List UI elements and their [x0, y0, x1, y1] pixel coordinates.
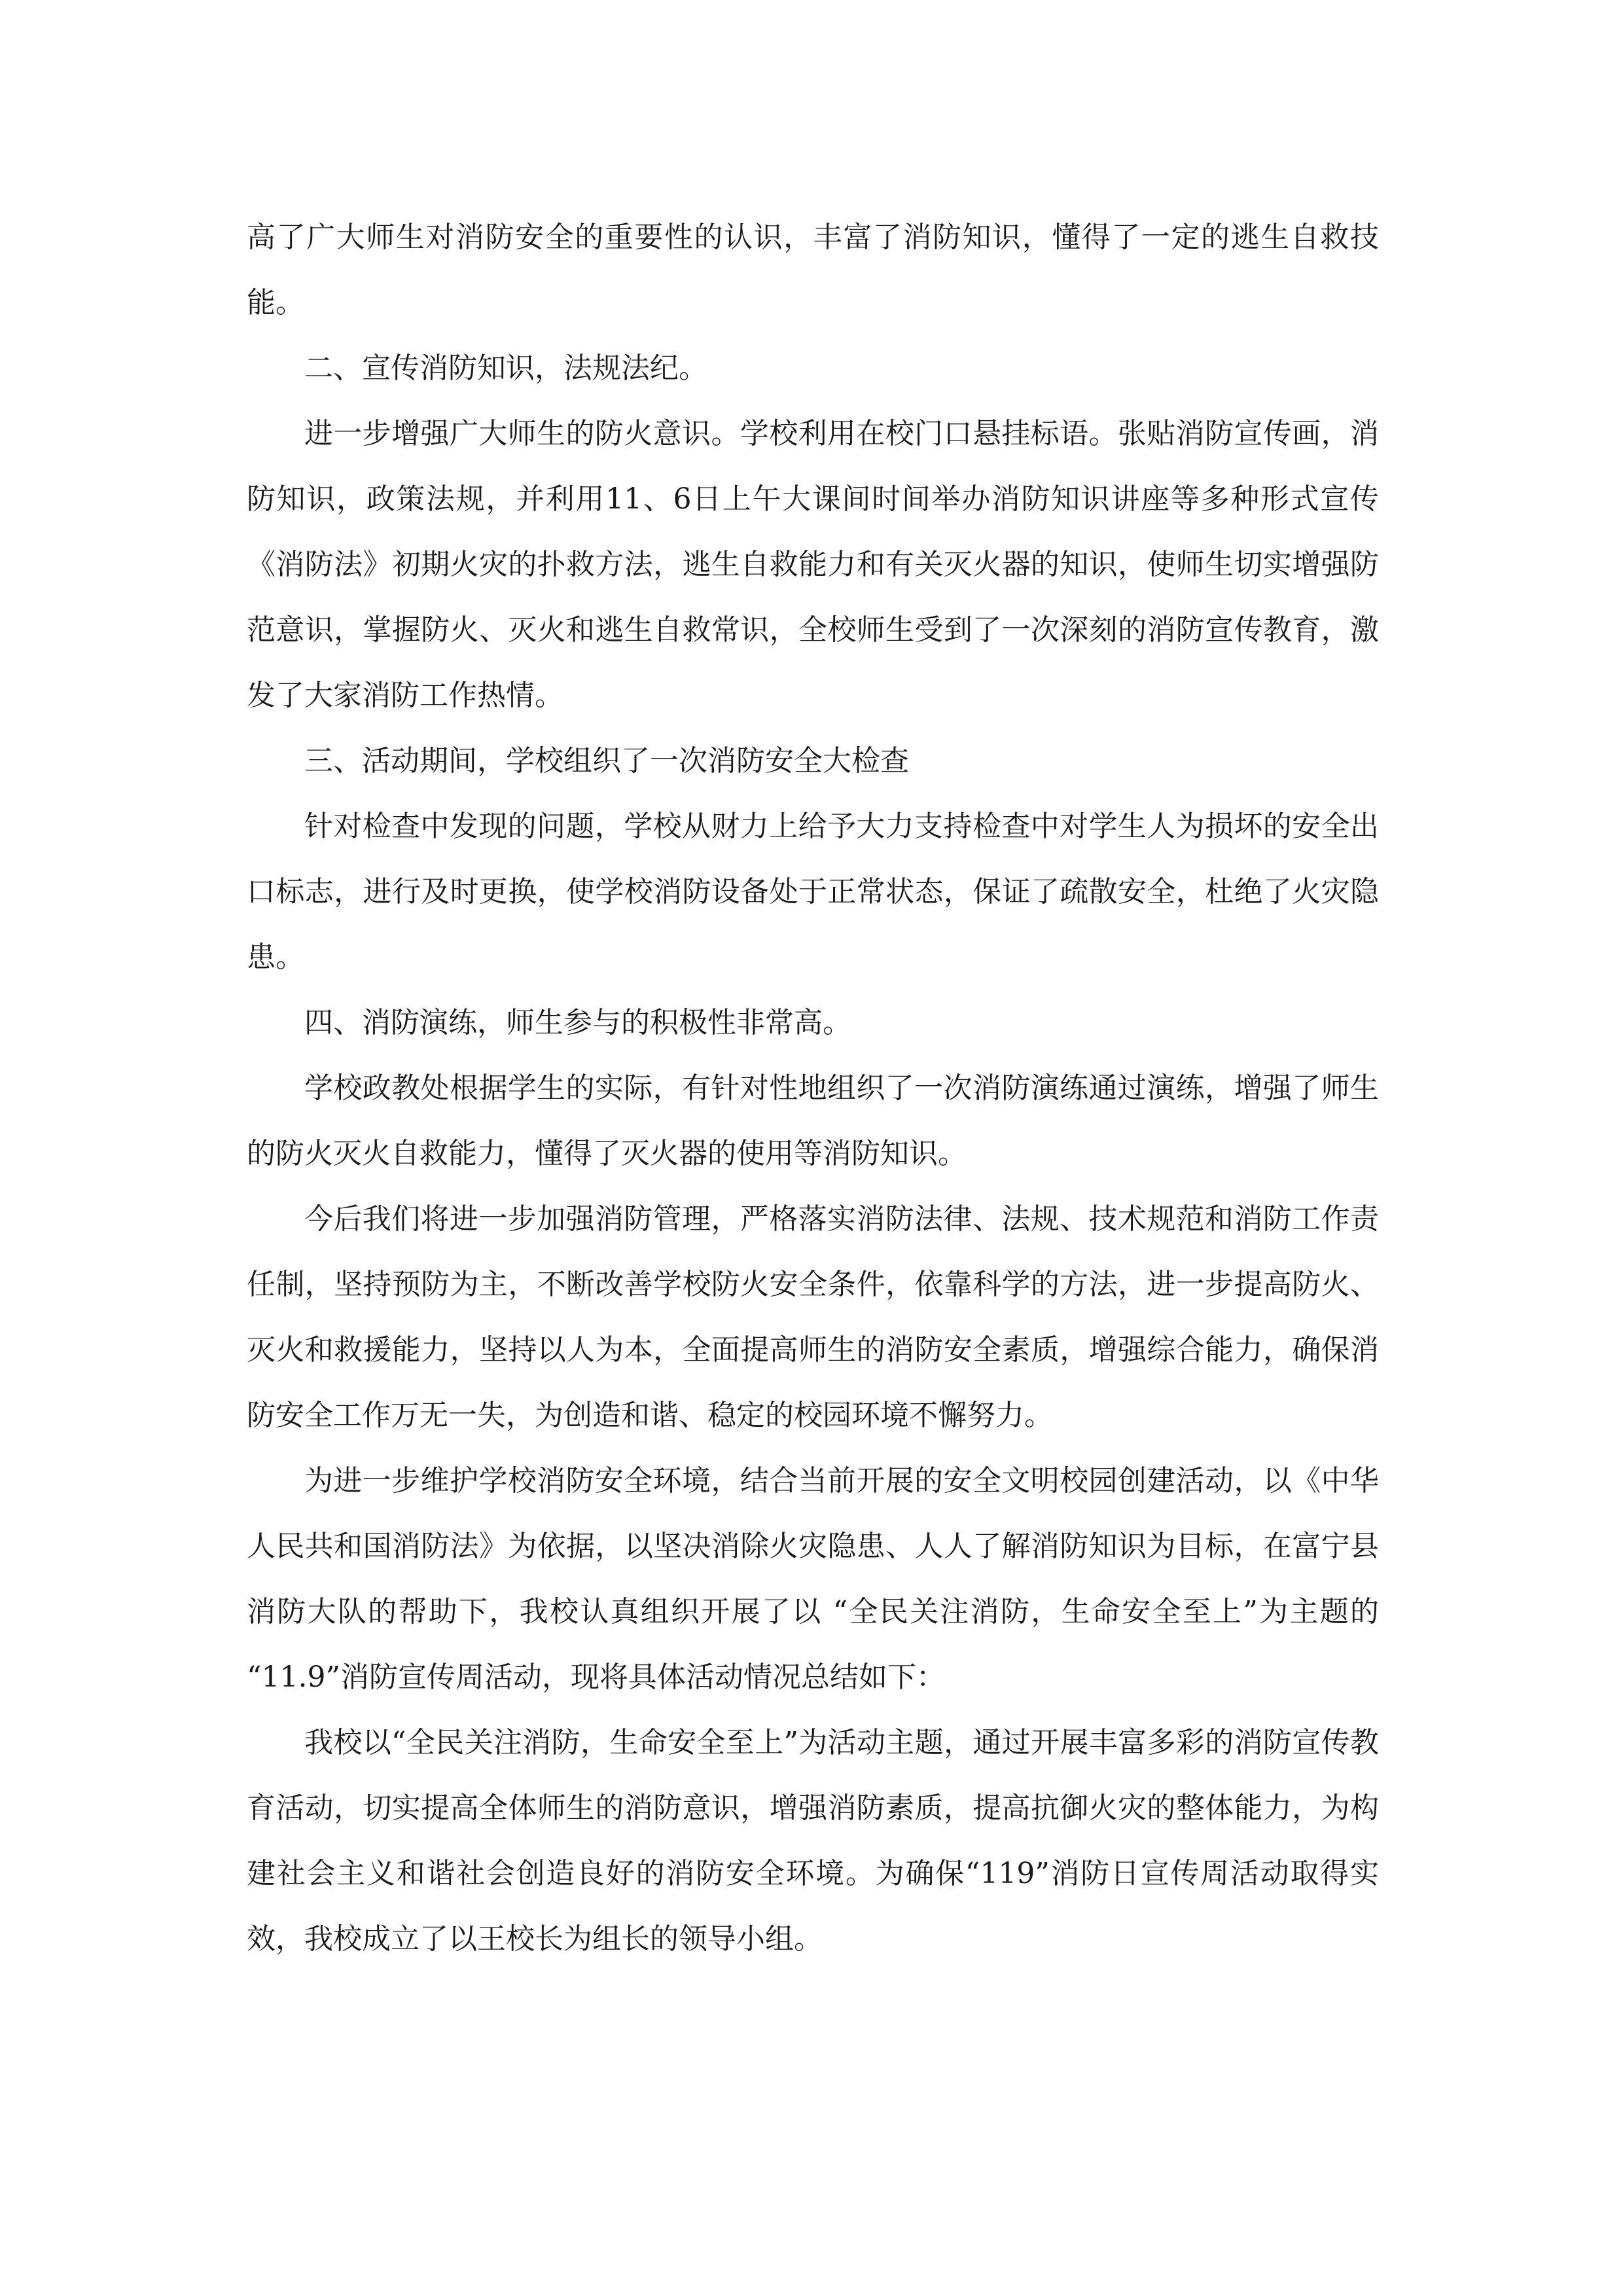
paragraph-1: 高了广大师生对消防安全的重要性的认识，丰富了消防知识，懂得了一定的逃生自救技能。: [247, 221, 1379, 319]
paragraph-10: 我校以“全民关注消防，生命安全至上”为活动主题，通过开展丰富多彩的消防宣传教育活动，切实提高全体师生的消防意识，增强消防素质，提高抗御火灾的整体能力，为构建社会主义和谐社会创造良好的消防安全环境。为确保“119”消防日宣传周活动取得实效，我校成立了以王校长为组长的领导小组。: [247, 1726, 1379, 1956]
paragraph-5: 针对检查中发现的问题，学校从财力上给予大力支持检查中对学生人为损坏的安全出口标志，进行及时更换，使学校消防设备处于正常状态，保证了疏散安全，杜绝了火灾隐患。: [247, 810, 1379, 974]
section-heading-4: 四、消防演练，师生参与的积极性非常高。: [304, 1006, 851, 1039]
paragraph-3: 进一步增强广大师生的防火意识。学校利用在校门口悬挂标语。张贴消防宣传画，消防知识，政策法规，并利用11、6日上午大课间时间举办消防知识讲座等多种形式宣传《消防法》初期火灾的扑救方法，逃生自救能力和有关灭火器的知识，使师生切实增强防范意识，掌握防火、灭火和逃生自救常识，全校师生受到了一次深刻的消防宣传教育，激发了大家消防工作热情。: [247, 417, 1379, 712]
paragraph-8: 今后我们将进一步加强消防管理，严格落实消防法律、法规、技术规范和消防工作责任制，坚持预防为主，不断改善学校防火安全条件，依靠科学的方法，进一步提高防火、灭火和救援能力，坚持以人为本，全面提高师生的消防安全素质，增强综合能力，确保消防安全工作万无一失，为创造和谐、稳定的校园环境不懈努力。: [247, 1202, 1379, 1432]
section-heading-3: 三、活动期间，学校组织了一次消防安全大检查: [304, 744, 909, 778]
paragraph-7: 学校政教处根据学生的实际，有针对性地组织了一次消防演练通过演练，增强了师生的防火灭火自救能力，懂得了灭火器的使用等消防知识。: [247, 1071, 1379, 1170]
section-heading-2: 二、宣传消防知识，法规法纪。: [304, 351, 707, 385]
document-body: [247, 205, 1379, 1972]
paragraph-9: 为进一步维护学校消防安全环境，结合当前开展的安全文明校园创建活动，以《中华人民共和国消防法》为依据，以坚决消除火灾隐患、人人了解消防知识为目标，在富宁县消防大队的帮助下，我校认真组织开展了以 “全民关注消防，生命安全至上”为主题的 “11.9”消防宣传周活动，现将具体活动情况总结如下：: [247, 1464, 1379, 1694]
